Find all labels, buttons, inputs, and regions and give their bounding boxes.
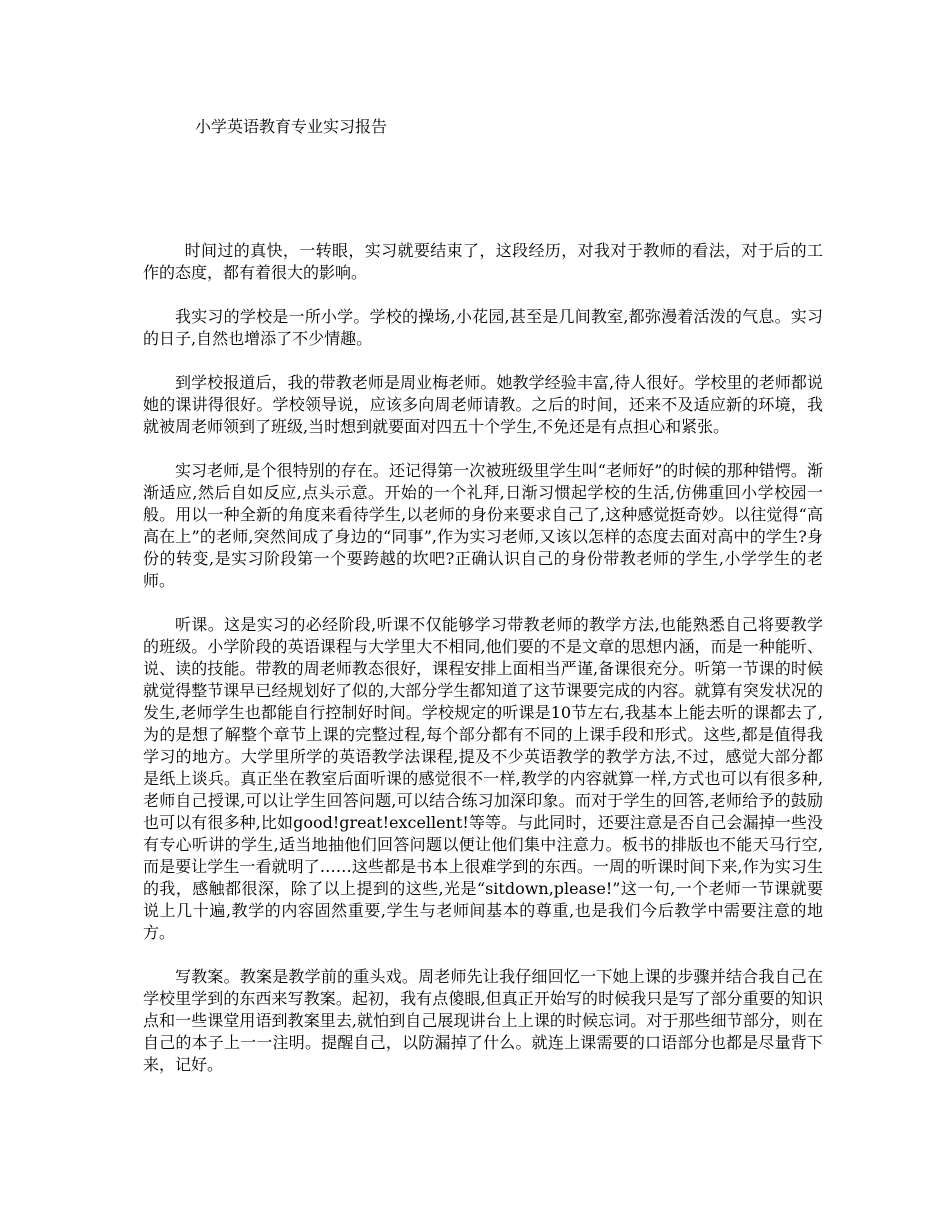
paragraph-mentor: 到学校报道后，我的带教老师是周业梅老师。她教学经验丰富,待人很好。学校里的老师都说她的课讲得很好。学校领导说，应该多向周老师请教。之后的时间，还来不及适应新的环境，我就被周老师领到了班级,当时想到就要面对四五十个学生,不免还是有点担心和紧张。 (143, 373, 823, 436)
paragraph-intern-teacher: 实习老师,是个很特别的存在。还记得第一次被班级里学生叫“老师好”的时候的那种错愕。渐渐适应,然后自如反应,点头示意。开始的一个礼拜,日渐习惯起学校的生活,仿佛重回小学校园一般。用以一种全新的角度来看待学生,以老师的身份来要求自己了,这种感觉挺奇妙。以往觉得“高高在上”的老师,突然间成了身边的“同事”,作为实习老师,又该以怎样的态度去面对高中的学生?身份的转变,是实习阶段第一个要跨越的坎吧?正确认识自己的身份带教老师的学生,小学学生的老师。 (143, 461, 823, 590)
paragraph-school: 我实习的学校是一所小学。学校的操场,小花园,甚至是几间教室,都弥漫着活泼的气息。实习的日子,自然也增添了不少情趣。 (143, 307, 823, 348)
document-body (143, 240, 823, 1098)
paragraph-observation: 听课。这是实习的必经阶段,听课不仅能够学习带教老师的教学方法,也能熟悉自己将要教学的班级。小学阶段的英语课程与大学里大不相同,他们要的不是文章的思想内涵，而是一种能听、说、读的技能。带教的周老师教态很好，课程安排上面相当严谨,备课很充分。听第一节课的时候就觉得整节课早已经规划好了似的,大部分学生都知道了这节课要完成的内容。就算有突发状况的发生,老师学生也都能自行控制好时间。学校规定的听课是10节左右,我基本上能去听的课都去了,为的是想了解整个章节上课的完整过程,每个部分都有不同的上课手段和形式。这些,都是值得我学习的地方。大学里所学的英语教学法课程,提及不少英语教学的教学方法,不过，感觉大部分都是纸上谈兵。真正坐在教室后面听课的感觉很不一样,教学的内容就算一样,方式也可以有很多种,老师自己授课,可以让学生回答问题,可以结合练习加深印象。而对于学生的回答,老师给予的鼓励也可以有很多种,比如good!great!excellent!等等。与此同时，还要注意是否自己会漏掉一些没有专心听讲的学生,适当地抽他们回答问题以便让他们集中注意力。板书的排版也不能天马行空,而是要让学生一看就明了……这些都是书本上很难学到的东西。一周的听课时间下来,作为实习生的我，感触都很深，除了以上提到的这些,光是“sitdown,please!”这一句,一个老师一节课就要说上几十遍,教学的内容固然重要,学生与老师间基本的尊重,也是我们今后教学中需要注意的地方。 (143, 615, 823, 942)
paragraph-lesson-plan: 写教案。教案是教学前的重头戏。周老师先让我仔细回忆一下她上课的步骤并结合我自己在学校里学到的东西来写教案。起初，我有点傻眼,但真正开始写的时候我只是写了部分重要的知识点和一些课堂用语到教案里去,就怕到自己展现讲台上上课的时候忘词。对于那些细节部分，则在自己的本子上一一注明。提醒自己，以防漏掉了什么。就连上课需要的口语部分也都是尽量背下来，记好。 (143, 967, 823, 1074)
document-title: 小学英语教育专业实习报告 (195, 117, 388, 136)
paragraph-intro: 时间过的真快，一转眼，实习就要结束了，这段经历，对我对于教师的看法，对于后的工作的态度，都有着很大的影响。 (143, 241, 823, 282)
